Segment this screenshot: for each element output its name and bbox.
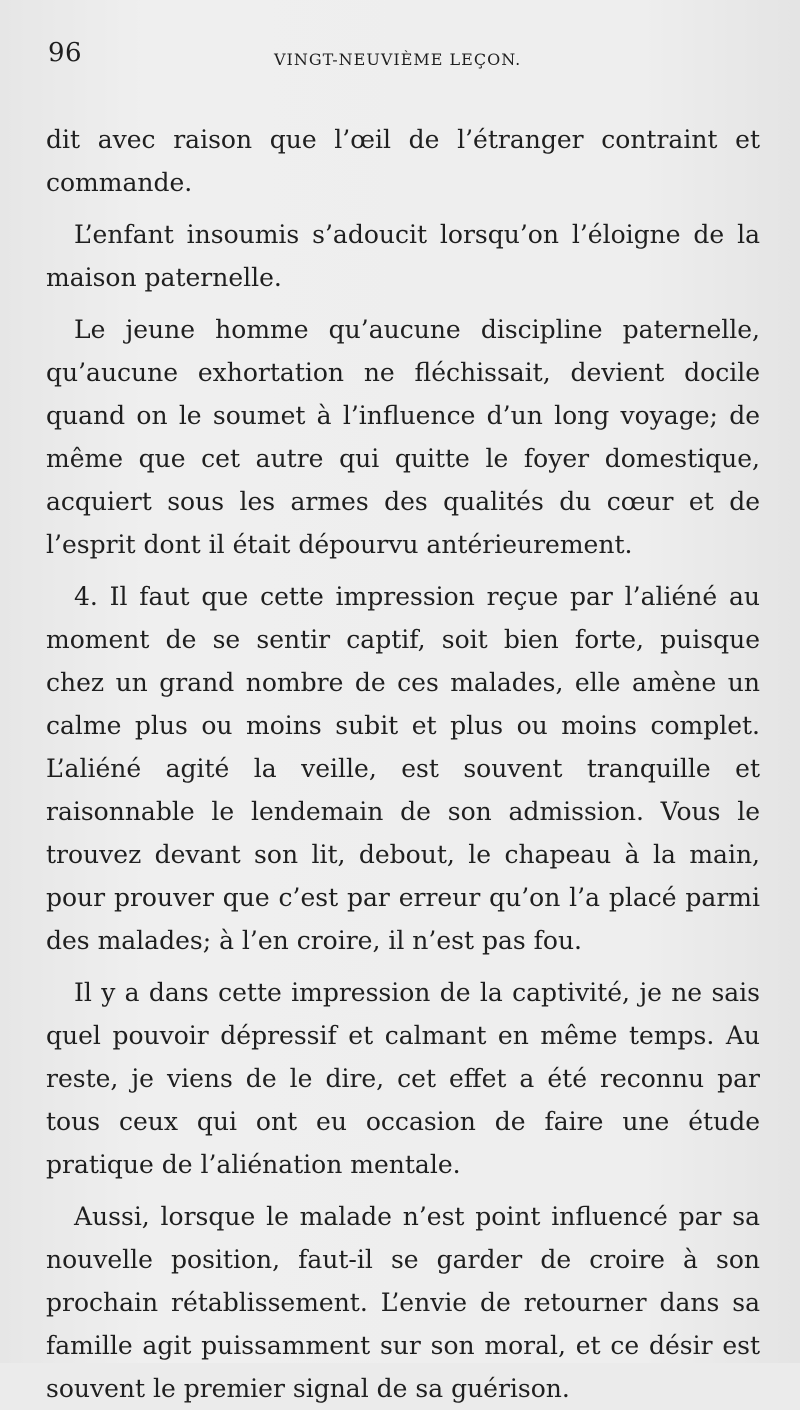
paragraph-numbered: 4. Il faut que cette impression reçue par l’aliéné au moment de se sentir captif, soit bien forte, puisque chez un grand nombre de ces malades, elle amène un calme plus ou moins subit et plus ou moins complet. L’aliéné agité la veille, est souvent tranquille et raisonnable le lendemain de son admission. Vous le trouvez devant son lit, debout, le chapeau à la main, pour prouver que c’est par erreur qu’on l’a placé parmi des malades; à l’en croire, il n’est pas fou. [46, 582, 760, 955]
page-body [46, 118, 760, 1410]
paragraph: Le jeune homme qu’aucune discipline paternelle, qu’aucune exhortation ne fléchissait, devient docile quand on le soumet à l’influence d’un long voyage; de même que cet autre qui quitte le foyer domestique, acquiert sous les armes des qualités du cœur et de l’esprit dont il était dépourvu antérieurement. [46, 315, 760, 559]
paragraph: Aussi, lorsque le malade n’est point influencé par sa nouvelle position, faut-il se garder de croire à son prochain rétablissement. L’envie de retourner dans sa famille agit puissamment sur son moral, et ce désir est souvent le premier signal de sa guérison. [46, 1202, 760, 1403]
paragraph-continuation: dit avec raison que l’œil de l’étranger contraint et commande. [46, 125, 760, 197]
page-header [46, 36, 760, 78]
page-number: 96 [48, 38, 83, 68]
paragraph: L’enfant insoumis s’adoucit lorsqu’on l’éloigne de la maison paternelle. [46, 220, 760, 292]
paragraph: Il y a dans cette impression de la captivité, je ne sais quel pouvoir dépressif et calmant en même temps. Au reste, je viens de le dire, cet effet a été reconnu par tous ceux qui ont eu occasion de faire une étude pratique de l’aliénation mentale. [46, 978, 760, 1179]
running-head: VINGT-NEUVIÈME LEÇON. [274, 50, 522, 69]
